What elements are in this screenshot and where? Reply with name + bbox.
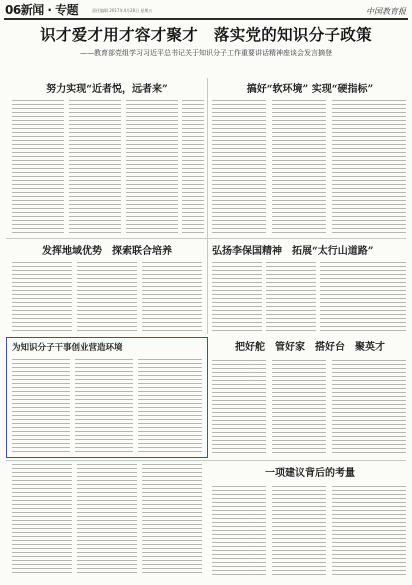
- bottom-divider: [6, 460, 406, 461]
- article-body-5b: [75, 359, 133, 453]
- article-body-1a: [12, 100, 64, 235]
- article-title-6: 把好舵 管好家 搭好台 聚英才: [235, 342, 385, 353]
- article-body-2a: [212, 100, 266, 235]
- article-body-2c: [332, 100, 406, 235]
- page-header: [4, 3, 408, 20]
- article-title-7: 一项建议背后的考量: [265, 468, 355, 479]
- article-title-4: 弘扬李保国精神 拓展“太行山道路”: [212, 246, 374, 257]
- row-divider: [6, 238, 406, 239]
- newspaper-logo: 中国教育报: [366, 7, 406, 16]
- article-title-5: 为知识分子干事创业营造环境: [12, 343, 123, 353]
- article-body-4b: [266, 262, 316, 334]
- article-body-4c: [320, 262, 406, 334]
- lead-subtitle: ——教育部党组学习习近平总书记关于知识分子工作重要讲话精神座谈会发言摘登: [80, 49, 332, 57]
- section-label: 06新闻 · 专题: [5, 3, 79, 17]
- article-body-6b: [272, 360, 326, 454]
- article-body-7c: [332, 486, 406, 576]
- article-body-5f: [142, 464, 202, 574]
- header-meta: 责任编辑 2017年4月28日 星期五: [92, 8, 153, 13]
- article-body-3a: [12, 262, 72, 332]
- article-body-5d: [12, 464, 72, 574]
- article-title-2: 搞好“软环境” 实现“硬指标”: [246, 84, 374, 95]
- column-divider: [207, 78, 208, 334]
- article-body-5e: [77, 464, 137, 574]
- article-body-7b: [272, 486, 326, 576]
- article-body-6c: [332, 360, 406, 454]
- article-body-7a: [212, 486, 266, 576]
- article-body-4a: [212, 262, 262, 334]
- article-body-3c: [142, 262, 202, 332]
- article-body-5c: [138, 359, 202, 453]
- article-body-5a: [12, 359, 70, 453]
- article-body-2b: [272, 100, 326, 235]
- article-body-1b: [69, 100, 121, 235]
- article-body-3b: [77, 262, 137, 332]
- lead-title: 识才爱才用才容才聚才 落实党的知识分子政策: [40, 25, 372, 44]
- article-title-3: 发挥地域优势 探索联合培养: [42, 246, 172, 257]
- article-title-1: 努力实现“近者悦，远者来”: [46, 84, 168, 95]
- article-body-1c: [126, 100, 178, 235]
- article-body-6a: [212, 360, 266, 454]
- article-body-1d: [182, 100, 204, 235]
